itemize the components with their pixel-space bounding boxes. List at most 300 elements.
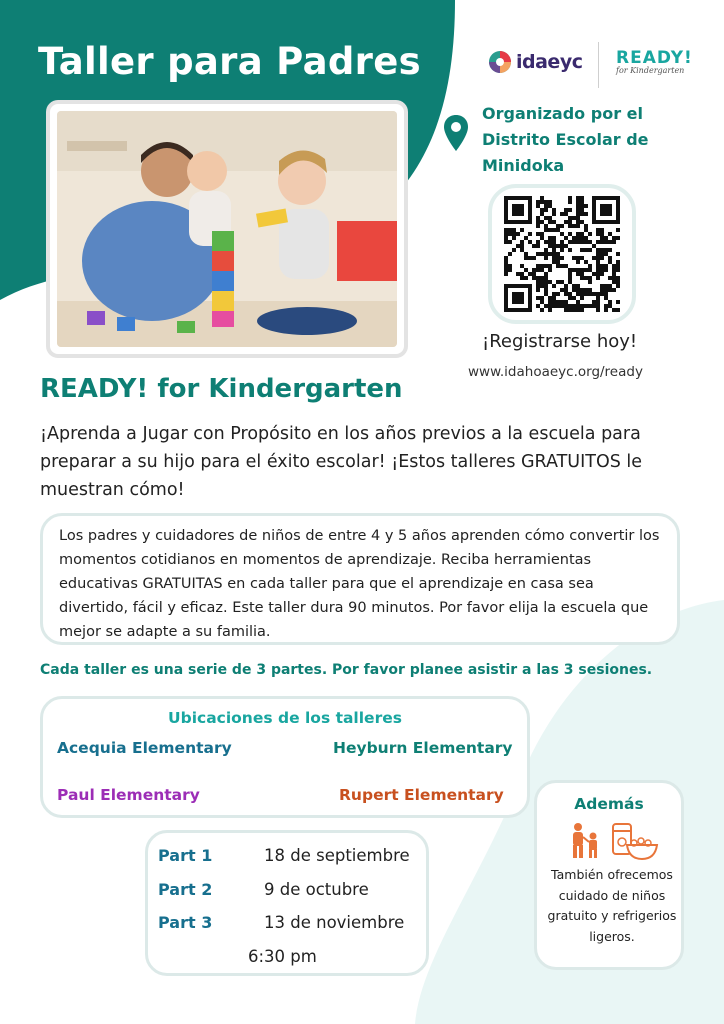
qr-module xyxy=(596,220,600,224)
qr-module xyxy=(548,252,552,256)
qr-module xyxy=(504,304,508,308)
qr-module xyxy=(584,268,588,272)
qr-module xyxy=(536,264,540,268)
qr-module xyxy=(520,208,524,212)
qr-module xyxy=(560,256,564,260)
qr-module xyxy=(592,216,596,220)
qr-module xyxy=(612,276,616,280)
qr-module xyxy=(596,248,600,252)
qr-module xyxy=(580,220,584,224)
qr-module xyxy=(544,264,548,268)
qr-module xyxy=(568,296,572,300)
qr-module xyxy=(528,292,532,296)
qr-module xyxy=(532,268,536,272)
qr-module xyxy=(512,284,516,288)
qr-module xyxy=(576,288,580,292)
qr-module xyxy=(560,304,564,308)
qr-module xyxy=(616,236,620,240)
qr-module xyxy=(536,304,540,308)
qr-module xyxy=(528,288,532,292)
qr-module xyxy=(580,296,584,300)
qr-module xyxy=(616,228,620,232)
qr-module xyxy=(556,252,560,256)
part-2-label: Part 2 xyxy=(158,880,213,899)
qr-module xyxy=(580,292,584,296)
school-heyburn: Heyburn Elementary xyxy=(333,739,513,757)
qr-module xyxy=(508,220,512,224)
qr-module xyxy=(508,232,512,236)
qr-module xyxy=(552,212,556,216)
qr-module xyxy=(508,252,512,256)
qr-module xyxy=(580,288,584,292)
qr-module xyxy=(516,212,520,216)
qr-module xyxy=(608,260,612,264)
qr-module xyxy=(548,228,552,232)
qr-module xyxy=(504,236,508,240)
qr-module xyxy=(576,256,580,260)
qr-module xyxy=(512,204,516,208)
qr-module xyxy=(520,308,524,312)
qr-module xyxy=(572,304,576,308)
qr-module xyxy=(504,288,508,292)
qr-module xyxy=(544,304,548,308)
qr-module xyxy=(560,300,564,304)
qr-module xyxy=(524,276,528,280)
qr-module xyxy=(604,236,608,240)
qr-module xyxy=(548,244,552,248)
ready-logo-text: READY! xyxy=(616,48,693,68)
qr-module xyxy=(512,232,516,236)
qr-module xyxy=(508,240,512,244)
qr-module xyxy=(588,248,592,252)
qr-module xyxy=(540,236,544,240)
qr-module xyxy=(580,236,584,240)
qr-module xyxy=(604,220,608,224)
qr-module xyxy=(520,276,524,280)
qr-module xyxy=(516,204,520,208)
qr-module xyxy=(600,292,604,296)
qr-module xyxy=(576,304,580,308)
qr-module xyxy=(528,212,532,216)
qr-module xyxy=(508,308,512,312)
qr-module xyxy=(536,296,540,300)
qr-module xyxy=(512,208,516,212)
qr-module xyxy=(608,256,612,260)
qr-module xyxy=(512,248,516,252)
qr-module xyxy=(576,308,580,312)
qr-module xyxy=(596,276,600,280)
qr-module xyxy=(528,256,532,260)
qr-module xyxy=(552,296,556,300)
qr-module xyxy=(588,288,592,292)
qr-module xyxy=(520,244,524,248)
qr-module xyxy=(548,280,552,284)
qr-module xyxy=(612,280,616,284)
qr-module xyxy=(608,276,612,280)
qr-module xyxy=(568,276,572,280)
qr-module xyxy=(564,304,568,308)
qr-module xyxy=(592,300,596,304)
qr-module xyxy=(564,212,568,216)
qr-module xyxy=(540,232,544,236)
qr-module xyxy=(560,212,564,216)
qr-module xyxy=(544,224,548,228)
qr-module xyxy=(504,196,508,200)
qr-module xyxy=(560,244,564,248)
qr-module xyxy=(512,308,516,312)
qr-module xyxy=(544,240,548,244)
qr-module xyxy=(600,248,604,252)
part-2-date: 9 de octubre xyxy=(264,880,369,899)
qr-module xyxy=(616,284,620,288)
qr-module xyxy=(504,200,508,204)
qr-module xyxy=(596,240,600,244)
qr-module xyxy=(596,256,600,260)
qr-module xyxy=(576,300,580,304)
qr-module xyxy=(504,260,508,264)
qr-module xyxy=(536,284,540,288)
qr-module xyxy=(568,268,572,272)
qr-module xyxy=(516,300,520,304)
qr-module xyxy=(592,220,596,224)
qr-module xyxy=(588,304,592,308)
part-3-label: Part 3 xyxy=(158,913,213,932)
qr-module xyxy=(608,208,612,212)
qr-module xyxy=(600,232,604,236)
qr-module xyxy=(528,232,532,236)
qr-module xyxy=(564,264,568,268)
qr-module xyxy=(600,272,604,276)
qr-module xyxy=(616,260,620,264)
qr-module xyxy=(532,276,536,280)
qr-module xyxy=(600,288,604,292)
qr-module xyxy=(596,304,600,308)
qr-module xyxy=(580,308,584,312)
qr-module xyxy=(568,200,572,204)
qr-module xyxy=(512,228,516,232)
qr-module xyxy=(536,200,540,204)
qr-module xyxy=(616,212,620,216)
qr-module xyxy=(520,248,524,252)
qr-module xyxy=(576,272,580,276)
qr-module xyxy=(504,240,508,244)
qr-module xyxy=(540,300,544,304)
qr-module xyxy=(552,260,556,264)
qr-module xyxy=(536,268,540,272)
extras-icons xyxy=(565,821,661,861)
qr-module xyxy=(516,208,520,212)
qr-module xyxy=(540,296,544,300)
qr-module xyxy=(596,292,600,296)
qr-module xyxy=(544,272,548,276)
qr-module xyxy=(564,220,568,224)
qr-module xyxy=(552,256,556,260)
qr-module xyxy=(608,284,612,288)
qr-module xyxy=(552,248,556,252)
qr-module xyxy=(540,196,544,200)
qr-module xyxy=(600,212,604,216)
qr-module xyxy=(576,216,580,220)
partner-logos xyxy=(486,40,693,90)
qr-module xyxy=(592,244,596,248)
qr-module xyxy=(504,284,508,288)
qr-module xyxy=(552,304,556,308)
qr-module xyxy=(604,264,608,268)
qr-module xyxy=(504,232,508,236)
qr-module xyxy=(572,256,576,260)
qr-module xyxy=(524,252,528,256)
qr-module xyxy=(560,248,564,252)
qr-module xyxy=(616,204,620,208)
qr-module xyxy=(616,252,620,256)
qr-code[interactable] xyxy=(504,196,620,312)
qr-module xyxy=(592,196,596,200)
qr-module xyxy=(572,224,576,228)
qr-module xyxy=(584,224,588,228)
qr-module xyxy=(612,196,616,200)
qr-module xyxy=(576,268,580,272)
description-box xyxy=(40,513,680,645)
qr-module xyxy=(572,288,576,292)
qr-module xyxy=(520,196,524,200)
qr-module xyxy=(516,232,520,236)
qr-module xyxy=(552,300,556,304)
qr-module xyxy=(556,260,560,264)
qr-module xyxy=(512,300,516,304)
qr-module xyxy=(568,280,572,284)
qr-module xyxy=(520,204,524,208)
qr-module xyxy=(556,304,560,308)
qr-module xyxy=(604,240,608,244)
qr-module xyxy=(528,200,532,204)
qr-module xyxy=(576,204,580,208)
qr-module xyxy=(612,268,616,272)
qr-module xyxy=(520,264,524,268)
qr-module xyxy=(544,208,548,212)
qr-module xyxy=(508,268,512,272)
qr-module xyxy=(552,284,556,288)
qr-module xyxy=(540,252,544,256)
qr-module xyxy=(568,216,572,220)
qr-module xyxy=(568,196,572,200)
qr-module xyxy=(524,268,528,272)
qr-module xyxy=(540,212,544,216)
qr-module xyxy=(616,300,620,304)
qr-module xyxy=(592,200,596,204)
qr-module xyxy=(608,196,612,200)
qr-module xyxy=(576,240,580,244)
qr-module xyxy=(540,220,544,224)
qr-module xyxy=(612,236,616,240)
qr-module xyxy=(600,236,604,240)
qr-module xyxy=(536,244,540,248)
ready-logo-subtext: for Kindergarten xyxy=(616,66,685,75)
qr-module xyxy=(560,280,564,284)
qr-module xyxy=(576,224,580,228)
qr-module xyxy=(536,276,540,280)
qr-module xyxy=(576,284,580,288)
qr-module xyxy=(616,208,620,212)
qr-module xyxy=(516,220,520,224)
qr-module xyxy=(520,272,524,276)
qr-module xyxy=(552,228,556,232)
qr-module xyxy=(580,204,584,208)
qr-module xyxy=(556,280,560,284)
qr-module xyxy=(604,204,608,208)
qr-module xyxy=(584,288,588,292)
qr-module xyxy=(516,292,520,296)
qr-module xyxy=(612,272,616,276)
family-playing-photo xyxy=(57,111,397,347)
qr-module xyxy=(548,216,552,220)
schedule-box xyxy=(145,830,429,976)
qr-module xyxy=(548,264,552,268)
qr-module xyxy=(604,296,608,300)
qr-module xyxy=(536,288,540,292)
qr-module xyxy=(520,292,524,296)
qr-module xyxy=(616,220,620,224)
qr-module xyxy=(516,296,520,300)
qr-module xyxy=(584,204,588,208)
qr-module xyxy=(596,300,600,304)
qr-module xyxy=(552,252,556,256)
locations-box xyxy=(40,696,530,818)
qr-module xyxy=(596,272,600,276)
qr-module xyxy=(540,276,544,280)
qr-module xyxy=(600,220,604,224)
organizer-text: Organizado por el Distrito Escolar de Minidoka xyxy=(482,104,649,175)
qr-module xyxy=(548,296,552,300)
qr-module xyxy=(600,204,604,208)
qr-module xyxy=(504,296,508,300)
qr-module xyxy=(528,300,532,304)
qr-module xyxy=(552,240,556,244)
registration-url[interactable]: www.idahoaeyc.org/ready xyxy=(468,364,643,380)
idaeyc-logo xyxy=(488,50,582,74)
qr-module xyxy=(568,220,572,224)
qr-module xyxy=(536,220,540,224)
qr-module xyxy=(544,228,548,232)
qr-code-frame[interactable] xyxy=(488,184,636,324)
qr-module xyxy=(504,292,508,296)
qr-module xyxy=(612,288,616,292)
qr-module xyxy=(564,288,568,292)
qr-module xyxy=(616,268,620,272)
qr-module xyxy=(556,228,560,232)
qr-module xyxy=(528,204,532,208)
qr-module xyxy=(568,292,572,296)
qr-module xyxy=(528,216,532,220)
qr-module xyxy=(604,252,608,256)
qr-module xyxy=(592,208,596,212)
session-time: 6:30 pm xyxy=(248,947,317,966)
qr-module xyxy=(592,204,596,208)
qr-module xyxy=(536,240,540,244)
qr-module xyxy=(564,236,568,240)
ready-logo xyxy=(616,48,693,75)
qr-module xyxy=(580,256,584,260)
qr-module xyxy=(608,220,612,224)
qr-module xyxy=(600,208,604,212)
qr-module xyxy=(592,212,596,216)
qr-module xyxy=(516,284,520,288)
qr-module xyxy=(600,228,604,232)
qr-module xyxy=(580,304,584,308)
qr-module xyxy=(512,296,516,300)
qr-module xyxy=(580,272,584,276)
qr-module xyxy=(516,196,520,200)
qr-module xyxy=(508,264,512,268)
qr-module xyxy=(524,308,528,312)
qr-module xyxy=(544,292,548,296)
qr-module xyxy=(552,208,556,212)
qr-module xyxy=(536,232,540,236)
qr-module xyxy=(584,304,588,308)
qr-module xyxy=(504,268,508,272)
qr-module xyxy=(592,256,596,260)
qr-module xyxy=(588,280,592,284)
qr-module xyxy=(616,308,620,312)
qr-module xyxy=(524,220,528,224)
qr-module xyxy=(580,232,584,236)
qr-module xyxy=(592,272,596,276)
school-rupert: Rupert Elementary xyxy=(339,786,504,804)
qr-module xyxy=(532,272,536,276)
qr-module xyxy=(604,308,608,312)
qr-module xyxy=(504,256,508,260)
qr-module xyxy=(528,272,532,276)
qr-module xyxy=(516,308,520,312)
register-cta: ¡Registrarse hoy! xyxy=(482,331,638,352)
qr-module xyxy=(588,232,592,236)
qr-module xyxy=(616,276,620,280)
qr-module xyxy=(584,228,588,232)
qr-module xyxy=(520,300,524,304)
qr-module xyxy=(512,292,516,296)
qr-module xyxy=(576,200,580,204)
qr-module xyxy=(592,304,596,308)
qr-module xyxy=(604,268,608,272)
qr-module xyxy=(556,256,560,260)
qr-module xyxy=(512,212,516,216)
photo-frame xyxy=(46,100,408,358)
qr-module xyxy=(608,304,612,308)
qr-module xyxy=(572,296,576,300)
qr-module xyxy=(536,216,540,220)
qr-module xyxy=(528,304,532,308)
qr-module xyxy=(520,212,524,216)
qr-module xyxy=(524,196,528,200)
qr-module xyxy=(564,308,568,312)
qr-module xyxy=(616,200,620,204)
qr-module xyxy=(524,256,528,260)
qr-module xyxy=(548,204,552,208)
qr-module xyxy=(584,212,588,216)
qr-module xyxy=(540,208,544,212)
qr-module xyxy=(608,248,612,252)
qr-module xyxy=(520,240,524,244)
snack-icon xyxy=(609,821,659,861)
qr-module xyxy=(560,224,564,228)
qr-module xyxy=(508,228,512,232)
qr-module xyxy=(604,196,608,200)
qr-module xyxy=(568,308,572,312)
qr-module xyxy=(504,204,508,208)
qr-module xyxy=(576,212,580,216)
qr-module xyxy=(548,240,552,244)
qr-module xyxy=(584,276,588,280)
qr-module xyxy=(572,240,576,244)
